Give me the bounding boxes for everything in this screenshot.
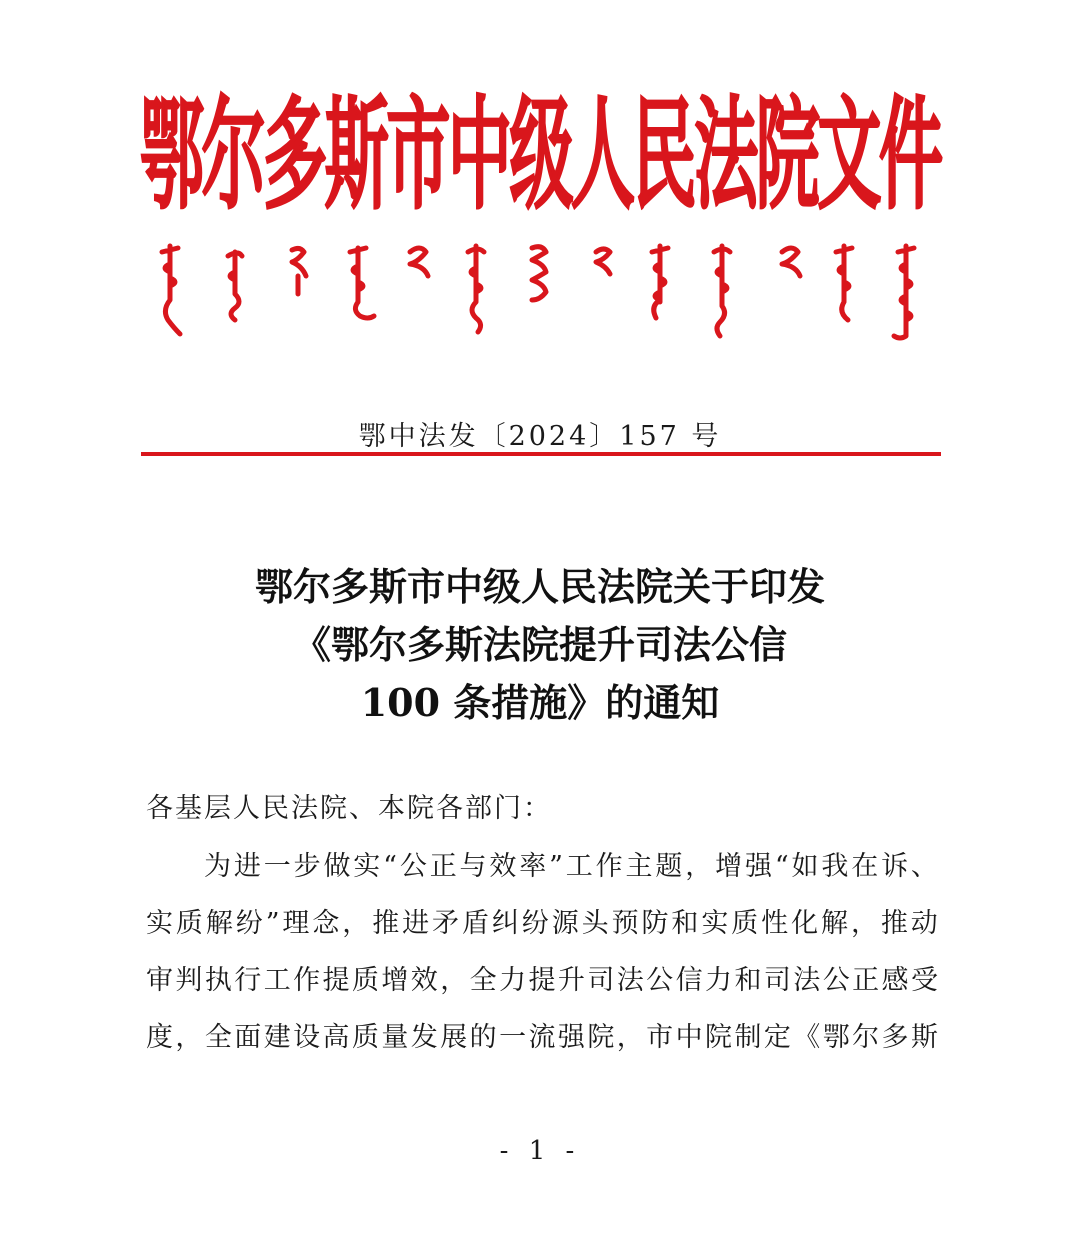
red-title-char: 人	[571, 86, 636, 228]
red-title-char: 斯	[324, 86, 389, 228]
title-line-1: 鄂尔多斯市中级人民法院关于印发	[254, 564, 825, 609]
page-number: - 1 -	[499, 1136, 581, 1166]
title-line-3: 100 条措施》的通知	[360, 680, 720, 725]
red-title-char: 中	[447, 86, 512, 228]
body-line-1: 为 进 一 步 做 实 “ 公 正 与 效 率 ” 工 作 主 题 ， 增 强 “ 如 我 在 诉 、	[204, 851, 938, 882]
title-line-2: 《鄂尔多斯法院提升司法公信	[292, 622, 787, 667]
red-title-char: 尔	[201, 86, 266, 228]
body-paragraph	[146, 838, 938, 1066]
red-title-char: 鄂	[140, 86, 204, 228]
red-title-char: 多	[263, 86, 328, 228]
red-title-char: 级	[509, 86, 574, 228]
salutation: 各基层人民法院、本院各部门：	[146, 793, 552, 824]
body-line-4: 度 ， 全 面 建 设 高 质 量 发 展 的 一 流 强 院 ， 市 中 院 制 定 《 鄂 尔 多 斯	[146, 1022, 938, 1053]
red-title-char: 文	[817, 86, 882, 228]
mongolian-script-letterhead	[140, 238, 940, 348]
red-title-char: 市	[386, 86, 451, 228]
document-number: 鄂中法发〔2024〕157 号	[358, 421, 722, 452]
red-title-char: 院	[755, 86, 820, 228]
red-title-char: 民	[632, 86, 697, 228]
document-title	[0, 558, 1080, 732]
red-title-char: 件	[878, 86, 943, 228]
mongolian-script-graphic	[140, 238, 940, 348]
body-line-2: 实 质 解 纷 ” 理 念 ， 推 进 矛 盾 纠 纷 源 头 预 防 和 实 质 性 化 解 ， 推 动	[146, 908, 938, 939]
body-line-3: 审 判 执 行 工 作 提 质 增 效 ， 全 力 提 升 司 法 公 信 力 和 司 法 公 正 感 受	[146, 965, 938, 996]
red-letterhead-title	[140, 86, 943, 228]
red-title-char: 法	[694, 86, 759, 228]
red-divider-line	[141, 452, 941, 456]
